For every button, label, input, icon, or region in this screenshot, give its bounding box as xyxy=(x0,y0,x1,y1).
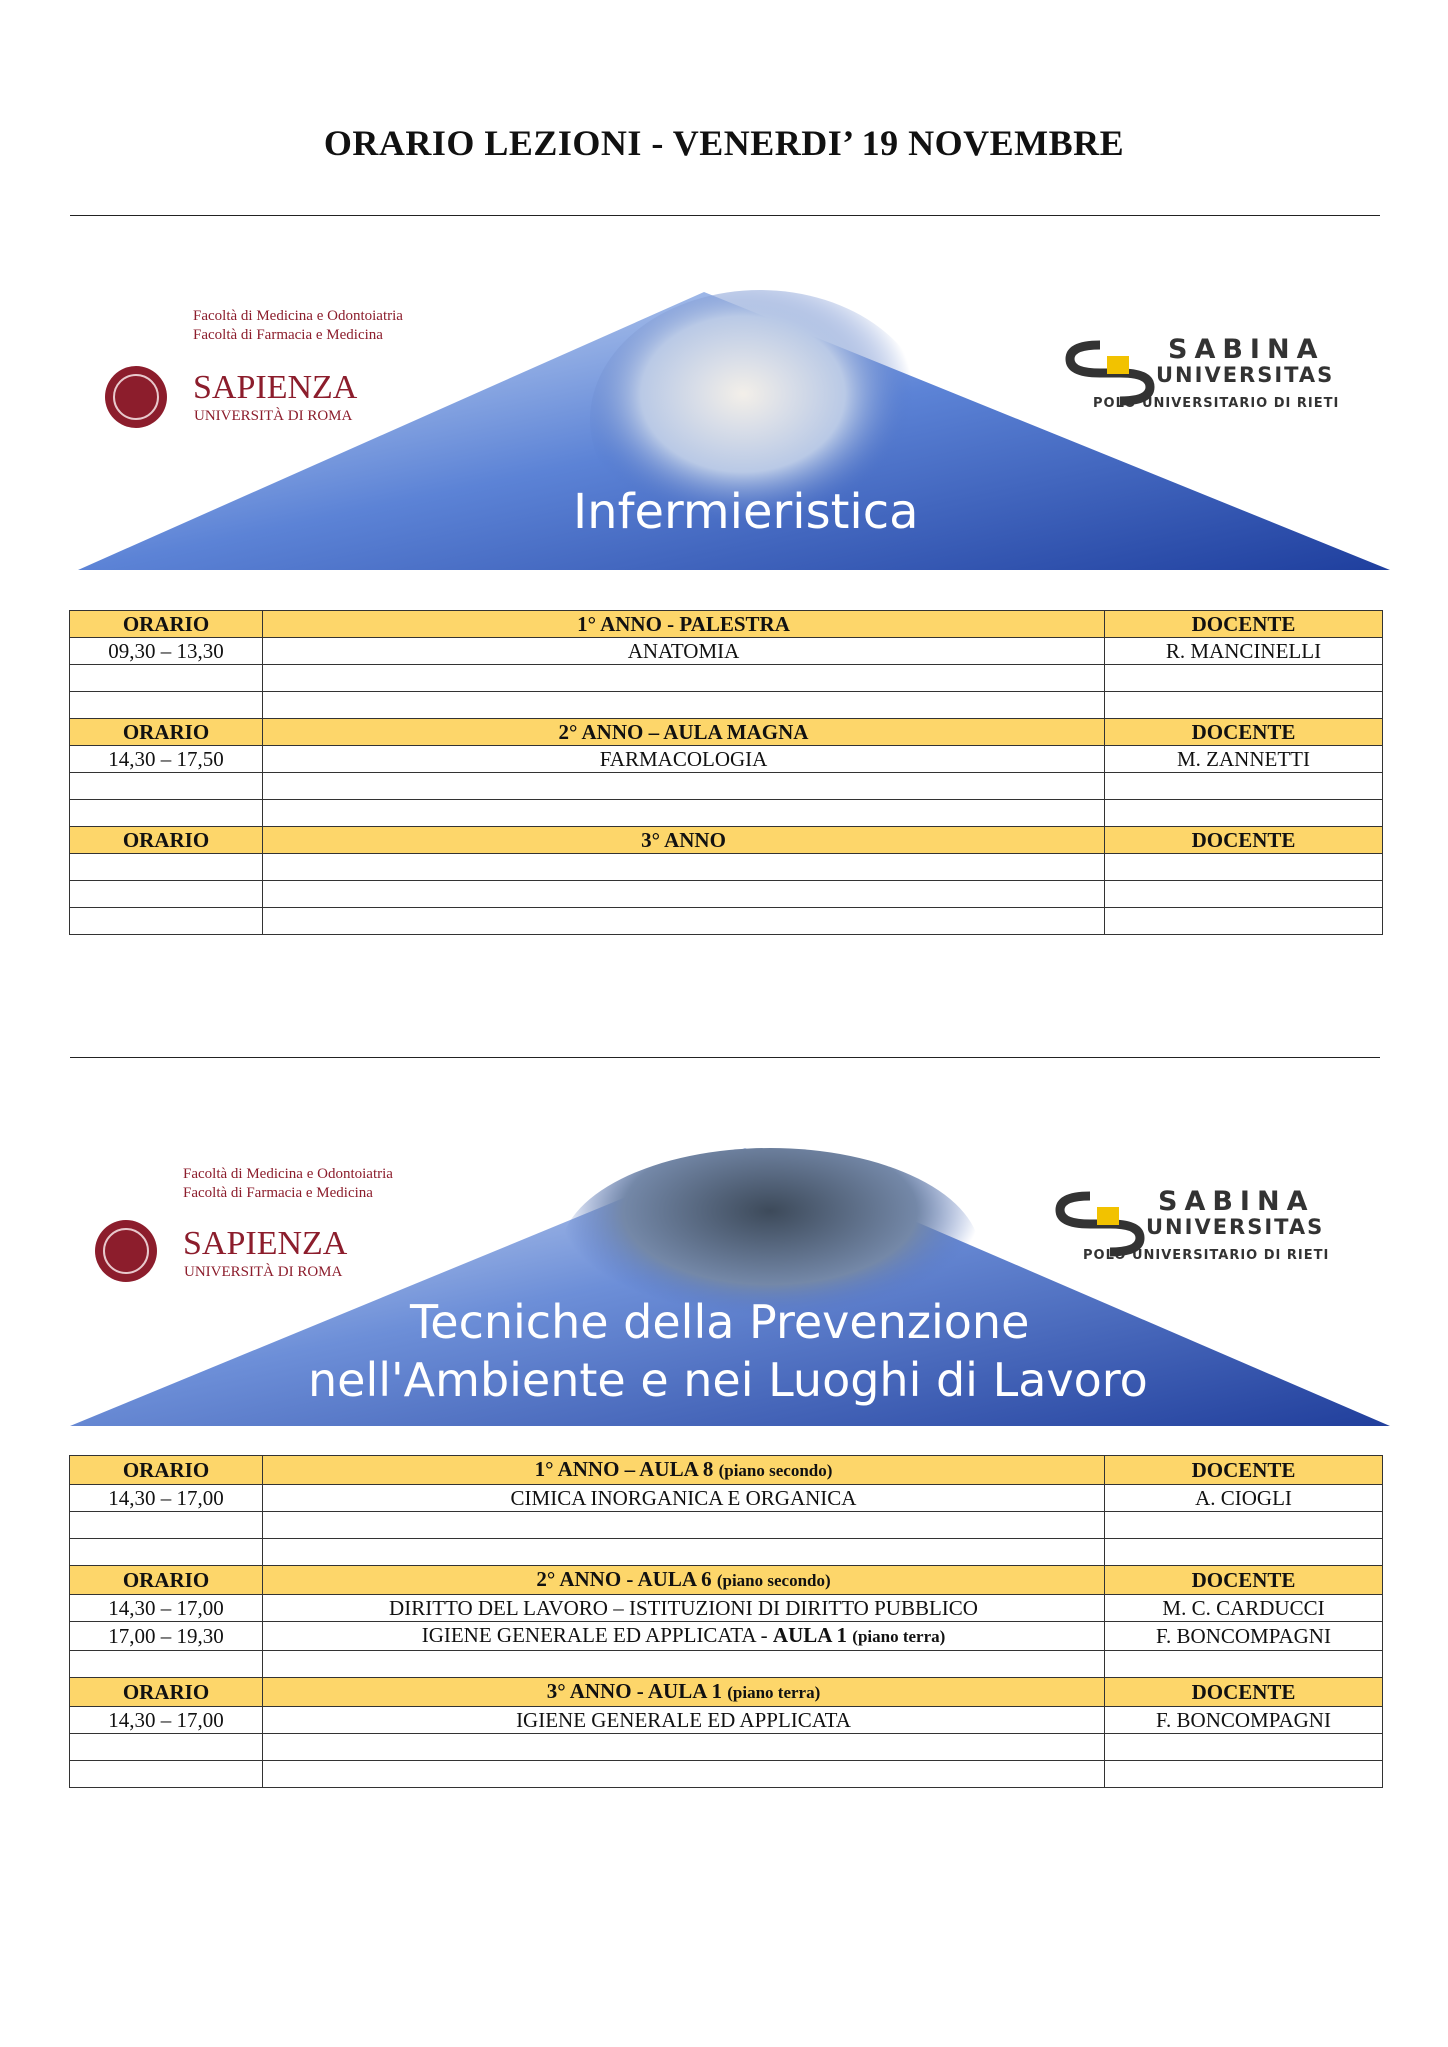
faculty-line-1: Facoltà di Medicina e Odontoiatria xyxy=(193,308,403,324)
divider-top xyxy=(70,215,1380,216)
table-row: 17,00 – 19,30 IGIENE GENERALE ED APPLICATA - AULA 1 (piano terra) F. BONCOMPAGNI xyxy=(70,1622,1383,1651)
sapienza-wordmark: SAPIENZA xyxy=(193,369,358,406)
table-row xyxy=(70,1734,1383,1761)
table-row: 14,30 – 17,00 CIMICA INORGANICA E ORGANICA A. CIOGLI xyxy=(70,1485,1383,1512)
table-row xyxy=(70,908,1383,935)
col-teacher-header: DOCENTE xyxy=(1105,611,1383,638)
table-row xyxy=(70,773,1383,800)
banner-infermieristica xyxy=(70,290,1390,575)
sapienza-wordmark: SAPIENZA xyxy=(183,1225,348,1262)
table-row xyxy=(70,881,1383,908)
sabina-wordmark: SABINA xyxy=(1158,1186,1315,1217)
table-row xyxy=(70,692,1383,719)
page-title: ORARIO LEZIONI - VENERDI’ 19 NOVEMBRE xyxy=(323,123,1125,163)
banner-tecniche-prevenzione xyxy=(70,1148,1390,1430)
year3-heading: 3° ANNO - AULA 1 (piano terra) xyxy=(263,1678,1105,1707)
banner-title: Infermieristica xyxy=(573,484,919,540)
table-row: 14,30 – 17,00 DIRITTO DEL LAVORO – ISTITUZIONI DI DIRITTO PUBBLICO M. C. CARDUCCI xyxy=(70,1595,1383,1622)
sabina-wordmark: SABINA xyxy=(1168,334,1325,365)
table-row xyxy=(70,800,1383,827)
table-row xyxy=(70,1761,1383,1788)
table-header-row: ORARIO 2° ANNO – AULA MAGNA DOCENTE xyxy=(70,719,1383,746)
faculty-line-1: Facoltà di Medicina e Odontoiatria xyxy=(183,1166,393,1182)
table-row xyxy=(70,665,1383,692)
year3-heading: 3° ANNO xyxy=(263,827,1105,854)
table-row: 14,30 – 17,50 FARMACOLOGIA M. ZANNETTI xyxy=(70,746,1383,773)
book-icon xyxy=(1107,356,1129,374)
sapienza-subtitle: UNIVERSITÀ DI ROMA xyxy=(184,1264,343,1280)
banner-graphic xyxy=(70,1148,1390,1430)
table-header-row: ORARIO 3° ANNO DOCENTE xyxy=(70,827,1383,854)
divider-middle xyxy=(70,1057,1380,1058)
col-time-header: ORARIO xyxy=(70,611,263,638)
year2-heading: 2° ANNO – AULA MAGNA xyxy=(263,719,1105,746)
banner-title-line-1: Tecniche della Prevenzione xyxy=(410,1295,1030,1349)
schedule-table-infermieristica xyxy=(69,610,1383,935)
table-row xyxy=(70,1651,1383,1678)
table-header-row: ORARIO 1° ANNO – AULA 8 (piano secondo) DOCENTE xyxy=(70,1456,1383,1485)
banner-graphic xyxy=(70,290,1390,575)
table-row xyxy=(70,854,1383,881)
table-header-row: ORARIO 3° ANNO - AULA 1 (piano terra) DOCENTE xyxy=(70,1678,1383,1707)
universitas-wordmark: UNIVERSITAS xyxy=(1156,363,1335,387)
year1-heading: 1° ANNO - PALESTRA xyxy=(263,611,1105,638)
table-row: 09,30 – 13,30 ANATOMIA R. MANCINELLI xyxy=(70,638,1383,665)
table-row: 14,30 – 17,00 IGIENE GENERALE ED APPLICATA F. BONCOMPAGNI xyxy=(70,1707,1383,1734)
book-icon xyxy=(1097,1207,1119,1225)
table-header-row: ORARIO 2° ANNO - AULA 6 (piano secondo) DOCENTE xyxy=(70,1566,1383,1595)
sapienza-subtitle: UNIVERSITÀ DI ROMA xyxy=(194,408,353,424)
polo-rieti-text: POLO UNIVERSITARIO DI RIETI xyxy=(1083,1248,1330,1263)
banner-title-line-2: nell'Ambiente e nei Luoghi di Lavoro xyxy=(308,1353,1148,1407)
schedule-table-tecniche-prevenzione xyxy=(69,1455,1383,1788)
polo-rieti-text: POLO UNIVERSITARIO DI RIETI xyxy=(1093,396,1340,411)
table-row xyxy=(70,1539,1383,1566)
year2-heading: 2° ANNO - AULA 6 (piano secondo) xyxy=(263,1566,1105,1595)
universitas-wordmark: UNIVERSITAS xyxy=(1146,1215,1325,1239)
faculty-line-2: Facoltà di Farmacia e Medicina xyxy=(193,327,383,343)
year1-heading: 1° ANNO – AULA 8 (piano secondo) xyxy=(263,1456,1105,1485)
table-header-row xyxy=(70,611,1383,638)
table-row xyxy=(70,1512,1383,1539)
faculty-line-2: Facoltà di Farmacia e Medicina xyxy=(183,1185,373,1201)
